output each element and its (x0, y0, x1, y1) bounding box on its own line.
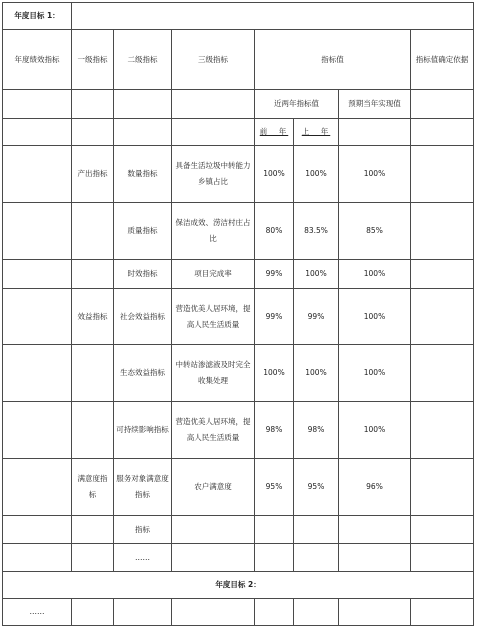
value-expected: 85% (339, 203, 411, 260)
empty-cell (3, 90, 72, 119)
value-last-year: 83.5% (294, 203, 339, 260)
header-year-before-last: 前 年 (255, 119, 294, 146)
empty-cell (3, 146, 72, 203)
empty-cell (3, 516, 72, 544)
value-basis (411, 459, 474, 516)
level1-output: 产出指标 (72, 146, 114, 203)
value-last-year: 100% (294, 260, 339, 289)
value-year-before-last: 80% (255, 203, 294, 260)
empty-cell (3, 402, 72, 459)
header-performance: 年度绩效指标 (3, 30, 72, 90)
empty-cell (72, 90, 114, 119)
value-year-before-last: 99% (255, 260, 294, 289)
year-goal-1-value[interactable] (72, 3, 474, 30)
value-expected: 96% (339, 459, 411, 516)
level2-indicator-tail: 指标 (114, 516, 172, 544)
level3-sustain: 营造优美人居环境，提高人民生活质量 (172, 402, 255, 459)
empty-cell (3, 459, 72, 516)
empty-cell (172, 516, 255, 544)
empty-cell (3, 345, 72, 402)
level2-quantity: 数量指标 (114, 146, 172, 203)
value-basis (411, 345, 474, 402)
empty-cell (411, 90, 474, 119)
level2-ellipsis: …… (114, 544, 172, 572)
empty-cell (172, 119, 255, 146)
empty-cell (72, 260, 114, 289)
empty-cell (72, 516, 114, 544)
level3-eco: 中转站渗滤液及时完全收集处理 (172, 345, 255, 402)
empty-cell (255, 599, 294, 626)
value-expected: 100% (339, 289, 411, 345)
empty-cell (294, 599, 339, 626)
level2-eco: 生态效益指标 (114, 345, 172, 402)
level2-service: 服务对象满意度指标 (114, 459, 172, 516)
empty-cell (411, 544, 474, 572)
empty-cell (3, 544, 72, 572)
empty-cell (114, 119, 172, 146)
empty-cell (339, 119, 411, 146)
year-goal-1-label: 年度目标 1： (3, 3, 72, 30)
level2-quality: 质量指标 (114, 203, 172, 260)
empty-cell (72, 119, 114, 146)
header-basis: 指标值确定依据 (411, 30, 474, 90)
value-expected: 100% (339, 146, 411, 203)
value-expected: 100% (339, 260, 411, 289)
value-year-before-last: 100% (255, 345, 294, 402)
empty-cell (411, 119, 474, 146)
header-value: 指标值 (255, 30, 411, 90)
empty-cell (3, 119, 72, 146)
value-basis (411, 260, 474, 289)
value-year-before-last: 100% (255, 146, 294, 203)
level2-sustain: 可持续影响指标 (114, 402, 172, 459)
empty-cell (411, 599, 474, 626)
value-last-year: 95% (294, 459, 339, 516)
empty-cell (72, 203, 114, 260)
empty-cell (114, 90, 172, 119)
level3-quantity: 具备生活垃圾中转能力乡镇占比 (172, 146, 255, 203)
value-last-year: 98% (294, 402, 339, 459)
empty-cell (3, 260, 72, 289)
empty-cell (172, 544, 255, 572)
empty-cell (114, 599, 172, 626)
header-last-year: 上 年 (294, 119, 339, 146)
bottom-ellipsis: …… (3, 599, 72, 626)
header-level3: 三级指标 (172, 30, 255, 90)
empty-cell (172, 599, 255, 626)
empty-cell (294, 516, 339, 544)
level3-timeliness: 项目完成率 (172, 260, 255, 289)
empty-cell (339, 599, 411, 626)
empty-cell (72, 345, 114, 402)
level1-satisfaction: 满意度指标 (72, 459, 114, 516)
value-expected: 100% (339, 402, 411, 459)
level3-quality: 保洁成效、涝洁村庄占比 (172, 203, 255, 260)
header-level2: 二级指标 (114, 30, 172, 90)
value-basis (411, 203, 474, 260)
empty-cell (294, 544, 339, 572)
value-year-before-last: 95% (255, 459, 294, 516)
value-last-year: 99% (294, 289, 339, 345)
level3-social: 营造优美人居环境，提高人民生活质量 (172, 289, 255, 345)
value-year-before-last: 99% (255, 289, 294, 345)
level1-benefit: 效益指标 (72, 289, 114, 345)
performance-indicator-table (2, 2, 474, 626)
empty-cell (72, 402, 114, 459)
value-basis (411, 289, 474, 345)
empty-cell (339, 516, 411, 544)
empty-cell (172, 90, 255, 119)
empty-cell (3, 203, 72, 260)
empty-cell (3, 289, 72, 345)
value-basis (411, 402, 474, 459)
empty-cell (339, 544, 411, 572)
level2-social: 社会效益指标 (114, 289, 172, 345)
empty-cell (72, 599, 114, 626)
level3-service: 农户满意度 (172, 459, 255, 516)
level2-timeliness: 时效指标 (114, 260, 172, 289)
value-year-before-last: 98% (255, 402, 294, 459)
value-basis (411, 146, 474, 203)
empty-cell (411, 516, 474, 544)
empty-cell (255, 516, 294, 544)
header-level1: 一级指标 (72, 30, 114, 90)
year-goal-2-label: 年度目标 2： (3, 572, 474, 599)
value-expected: 100% (339, 345, 411, 402)
header-expected: 预期当年实现值 (339, 90, 411, 119)
value-last-year: 100% (294, 345, 339, 402)
empty-cell (255, 544, 294, 572)
header-recent-two-years: 近两年指标值 (255, 90, 339, 119)
empty-cell (72, 544, 114, 572)
value-last-year: 100% (294, 146, 339, 203)
